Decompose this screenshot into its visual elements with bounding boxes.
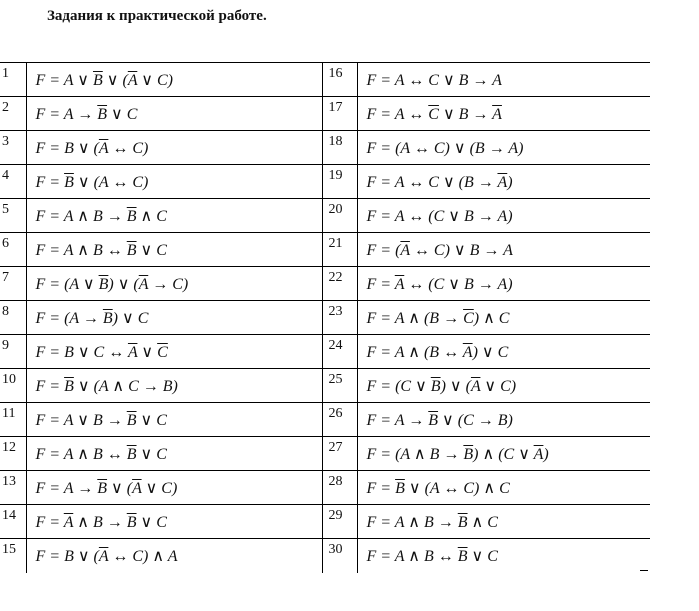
task-formula	[26, 335, 322, 369]
negated-variable: $\overline{B}$	[92, 71, 103, 89]
task-formula	[26, 301, 322, 335]
negated-variable: $\overline{A}$	[492, 105, 502, 123]
negated-variable: $\overline{A}$	[63, 513, 74, 531]
task-number: 24	[322, 335, 357, 369]
formula-text: F = (A →	[35, 309, 103, 327]
formula-text: F =	[35, 513, 64, 531]
task-number: 22	[322, 267, 357, 301]
task-number: 16	[322, 63, 357, 97]
table-row	[0, 403, 650, 437]
task-number: 3	[0, 131, 26, 165]
formula-text: ∨ (A ∧ C → B)	[73, 377, 178, 395]
formula-text: ∨ (	[102, 71, 128, 89]
task-formula	[357, 471, 650, 505]
task-formula	[357, 335, 650, 369]
formula-text: F = (A ↔ C) ∨ (B → A)	[366, 139, 524, 157]
task-number: 7	[0, 267, 26, 301]
task-number: 18	[322, 131, 357, 165]
formula-text: ∨ C)	[480, 377, 517, 395]
formula-text: ) ∨ C	[472, 343, 509, 361]
formula-text: F = A ∨	[35, 71, 93, 89]
negated-variable: $\overline{A}$	[98, 139, 109, 157]
formula-text: F =	[366, 479, 396, 497]
table-row	[0, 369, 650, 403]
formula-text: F = A ∨ B →	[35, 411, 127, 429]
task-formula	[357, 233, 650, 267]
formula-text: ) ∧ C	[473, 309, 510, 327]
negated-variable: $\overline{B}$	[97, 105, 108, 123]
formula-text: F = A ∧ (B ↔	[366, 343, 463, 361]
table-edge-mark	[640, 570, 648, 571]
negated-variable: $\overline{B}$	[64, 377, 74, 395]
formula-text: F = A ↔ C ∨ (B →	[366, 173, 498, 191]
negated-variable: $\overline{B}$	[463, 445, 474, 463]
formula-text: ∨ (A ↔ C)	[73, 173, 149, 191]
task-formula	[26, 199, 322, 233]
formula-text: ↔ (C ∨ B → A)	[404, 275, 513, 293]
task-formula	[357, 267, 650, 301]
formula-text: ∧ B →	[73, 513, 127, 531]
table-row	[0, 131, 650, 165]
formula-text: → C)	[148, 275, 189, 293]
task-number: 25	[322, 369, 357, 403]
formula-text: ∨ C	[136, 411, 167, 429]
task-number: 11	[0, 403, 26, 437]
task-number: 10	[0, 369, 26, 403]
table-row	[0, 471, 650, 505]
formula-text: ∨ B →	[438, 105, 493, 123]
negated-variable: $\overline{A}$	[462, 343, 473, 361]
task-formula	[357, 131, 650, 165]
negated-variable: $\overline{A}$	[127, 71, 138, 89]
negated-variable: $\overline{A}$	[497, 173, 508, 191]
negated-variable: $\overline{A}$	[127, 343, 138, 361]
task-number: 23	[322, 301, 357, 335]
formula-text: ∨ C	[467, 547, 498, 565]
table-row	[0, 165, 650, 199]
formula-text: F = A ∧ B →	[35, 207, 127, 225]
task-formula	[357, 301, 650, 335]
formula-text: F = B ∨ (	[35, 547, 99, 565]
task-formula	[26, 131, 322, 165]
negated-variable: $\overline{B}$	[64, 173, 74, 191]
formula-text: ∨ C)	[137, 71, 174, 89]
formula-text: ∨ C	[136, 513, 167, 531]
formula-text: F = A →	[35, 105, 98, 123]
task-number: 27	[322, 437, 357, 471]
formula-text: ∨	[137, 343, 158, 361]
task-formula	[26, 437, 322, 471]
negated-variable: $\overline{A}$	[400, 241, 410, 259]
formula-text: ∨ (C → B)	[438, 411, 513, 429]
task-number: 19	[322, 165, 357, 199]
formula-text: ∧ C	[467, 513, 498, 531]
formula-text: F =	[35, 173, 65, 191]
negated-variable: $\overline{C}$	[463, 309, 474, 327]
task-number: 13	[0, 471, 26, 505]
task-formula	[26, 97, 322, 131]
formula-text: ) ∨ C	[112, 309, 149, 327]
formula-text: ↔ C) ∧ A	[108, 547, 178, 565]
negated-variable: $\overline{B}$	[126, 411, 137, 429]
table-row	[0, 335, 650, 369]
formula-text: ) ∨ (	[108, 275, 139, 293]
table-row	[0, 267, 650, 301]
formula-text: F = A ∧ B ↔	[35, 241, 127, 259]
negated-variable: $\overline{B}$	[97, 479, 108, 497]
task-formula	[357, 63, 650, 97]
negated-variable: $\overline{B}$	[126, 445, 137, 463]
task-formula	[26, 403, 322, 437]
negated-variable: $\overline{B}$	[126, 513, 137, 531]
task-formula	[26, 539, 322, 573]
formula-text: F = (C ∨	[366, 377, 431, 395]
task-number: 12	[0, 437, 26, 471]
table-row	[0, 437, 650, 471]
task-formula	[357, 437, 650, 471]
task-formula	[357, 97, 650, 131]
negated-variable: $\overline{B}$	[126, 207, 137, 225]
formula-text: F = (A ∨	[35, 275, 99, 293]
task-number: 17	[322, 97, 357, 131]
task-number: 1	[0, 63, 26, 97]
task-number: 4	[0, 165, 26, 199]
formula-text: ∨ C)	[141, 479, 178, 497]
formula-text: F = A ↔ C ∨ B → A	[366, 71, 502, 89]
task-formula	[357, 539, 650, 573]
task-formula	[26, 63, 322, 97]
task-number: 14	[0, 505, 26, 539]
task-number: 9	[0, 335, 26, 369]
formula-text: F = A ∧ B ↔	[366, 547, 458, 565]
formula-text: ) ∧ (C ∨	[473, 445, 534, 463]
task-formula	[26, 505, 322, 539]
task-formula	[26, 471, 322, 505]
task-formula	[357, 369, 650, 403]
negated-variable: $\overline{B}$	[98, 275, 109, 293]
tasks-table-body	[0, 63, 650, 573]
formula-text: ↔ C) ∨ B → A	[409, 241, 513, 259]
formula-text: F = B ∨ C ↔	[35, 343, 128, 361]
negated-variable: $\overline{B}$	[428, 411, 439, 429]
formula-text: F =	[366, 275, 395, 293]
table-row	[0, 63, 650, 97]
formula-text: ∨ (A ↔ C) ∧ C	[404, 479, 510, 497]
formula-text: F = A →	[366, 411, 429, 429]
formula-text: ∨ C	[107, 105, 138, 123]
formula-text: ) ∨ (	[440, 377, 471, 395]
task-number: 8	[0, 301, 26, 335]
table-row	[0, 199, 650, 233]
tasks-table	[0, 62, 650, 573]
negated-variable: $\overline{B}$	[102, 309, 113, 327]
negated-variable: $\overline{B}$	[457, 513, 468, 531]
formula-text: )	[543, 445, 549, 463]
task-number: 29	[322, 505, 357, 539]
table-row	[0, 505, 650, 539]
formula-text: ∧ C	[136, 207, 167, 225]
task-number: 6	[0, 233, 26, 267]
negated-variable: $\overline{A}$	[132, 479, 142, 497]
negated-variable: $\overline{B}$	[395, 479, 405, 497]
formula-text: F = B ∨ (	[35, 139, 99, 157]
formula-text: F = A →	[35, 479, 98, 497]
negated-variable: $\overline{C}$	[157, 343, 168, 361]
formula-text: F =	[35, 377, 65, 395]
negated-variable: $\overline{A}$	[533, 445, 544, 463]
task-number: 15	[0, 539, 26, 573]
negated-variable: $\overline{B}$	[430, 377, 441, 395]
negated-variable: $\overline{A}$	[98, 547, 109, 565]
formula-text: ∨ C	[136, 241, 167, 259]
formula-text: F = A ∧ (B →	[366, 309, 464, 327]
task-number: 21	[322, 233, 357, 267]
table-row	[0, 233, 650, 267]
negated-variable: $\overline{C}$	[428, 105, 439, 123]
task-number: 30	[322, 539, 357, 573]
negated-variable: $\overline{B}$	[126, 241, 137, 259]
negated-variable: $\overline{A}$	[470, 377, 481, 395]
formula-text: F = A ∧ B ↔	[35, 445, 127, 463]
table-row	[0, 97, 650, 131]
table-row	[0, 301, 650, 335]
negated-variable: $\overline{B}$	[457, 547, 468, 565]
task-formula	[357, 403, 650, 437]
formula-text: ∨ C	[136, 445, 167, 463]
formula-text: F = A ↔ (C ∨ B → A)	[366, 207, 513, 225]
negated-variable: $\overline{A}$	[138, 275, 149, 293]
task-number: 26	[322, 403, 357, 437]
task-formula	[357, 505, 650, 539]
task-number: 2	[0, 97, 26, 131]
table-row	[0, 539, 650, 573]
formula-text: F = (	[366, 241, 401, 259]
formula-text: F = A ↔	[366, 105, 429, 123]
formula-text: F = A ∧ B →	[366, 513, 458, 531]
negated-variable: $\overline{A}$	[394, 275, 405, 293]
task-number: 20	[322, 199, 357, 233]
task-number: 28	[322, 471, 357, 505]
task-formula	[26, 267, 322, 301]
formula-text: )	[507, 173, 513, 191]
task-number: 5	[0, 199, 26, 233]
formula-text: F = (A ∧ B →	[366, 445, 464, 463]
task-formula	[26, 369, 322, 403]
task-formula	[26, 165, 322, 199]
task-formula	[26, 233, 322, 267]
formula-text: ∨ (	[107, 479, 133, 497]
page-title: Задания к практической работе.	[47, 8, 267, 24]
task-formula	[357, 165, 650, 199]
formula-text: ↔ C)	[108, 139, 149, 157]
task-formula	[357, 199, 650, 233]
